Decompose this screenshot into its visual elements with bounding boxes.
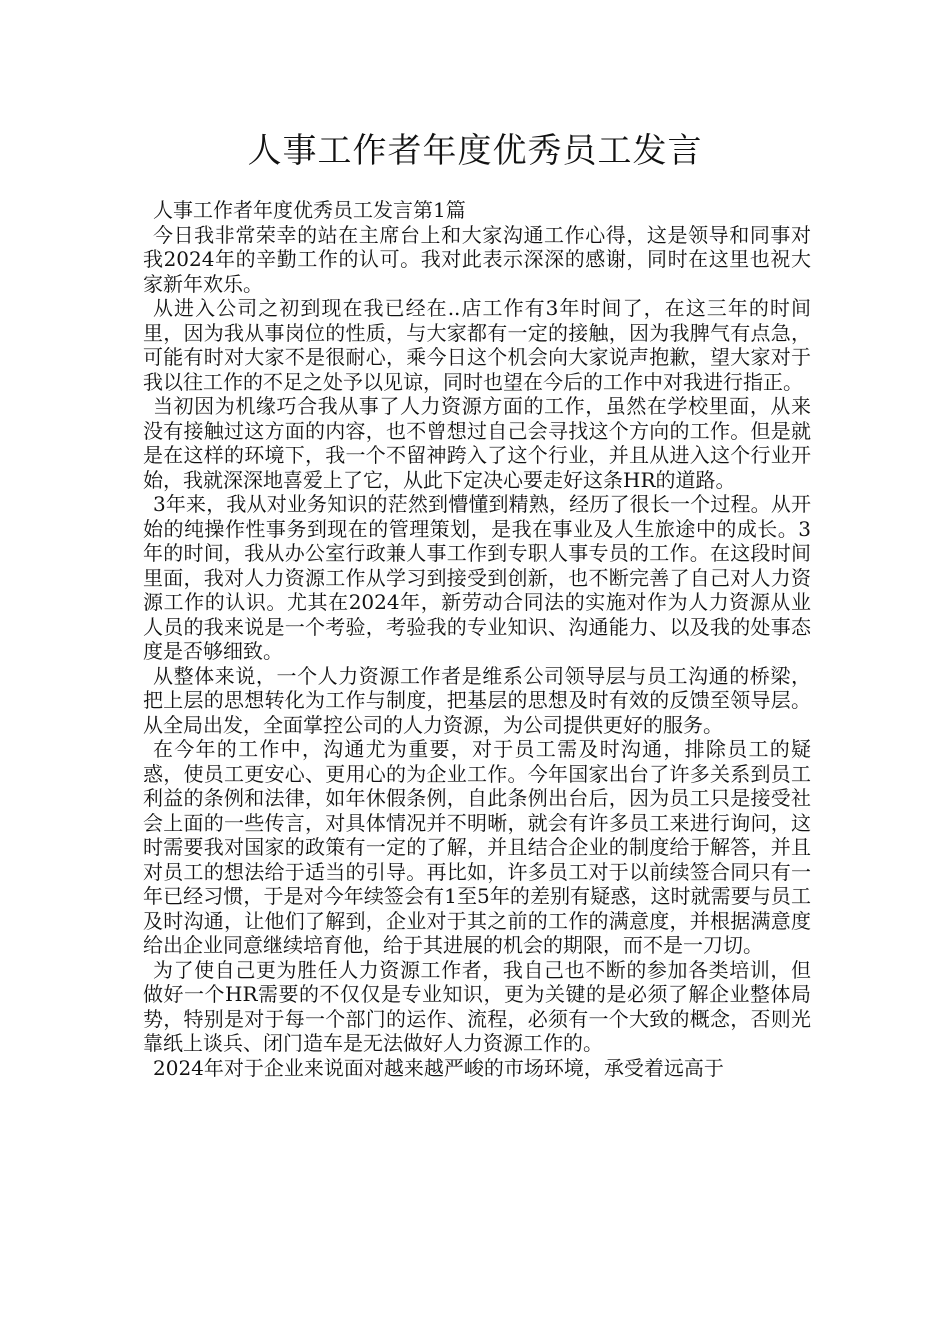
paragraph: 2024年对于企业来说面对越来越严峻的市场环境，承受着远高于 — [153, 1055, 724, 1080]
paragraph: 从整体来说，一个人力资源工作者是维系公司领导层与员工沟通的桥梁，把上层的思想转化为工作与制度，把基层的思想及时有效的反馈至领导层。从全局出发，全面掌控公司的人力资源，为公司提供更好的服务。 — [143, 663, 811, 737]
document-title: 人事工作者年度优秀员工发言 — [247, 131, 703, 171]
section-heading: 人事工作者年度优秀员工发言第1篇 — [153, 198, 466, 222]
paragraph: 当初因为机缘巧合我从事了人力资源方面的工作，虽然在学校里面，从来没有接触过这方面的内容，也不曾想过自己会寻找这个方向的工作。但是就是在这样的环境下，我一个不留神跨入了这个行业，并且从进入这个行业开始，我就深深地喜爱上了它，从此下定决心要走好这条HR的道路。 — [143, 394, 811, 492]
document-body — [143, 198, 811, 1080]
paragraph: 今日我非常荣幸的站在主席台上和大家沟通工作心得，这是领导和同事对我2024年的辛勤工作的认可。我对此表示深深的感谢，同时在这里也祝大家新年欢乐。 — [143, 222, 811, 296]
paragraph: 3年来，我从对业务知识的茫然到懵懂到精熟，经历了很长一个过程。从开始的纯操作性事务到现在的管理策划，是我在事业及人生旅途中的成长。3年的时间，我从办公室行政兼人事工作到专职人事专员的工作。在这段时间里面，我对人力资源工作从学习到接受到创新，也不断完善了自己对人力资源工作的认识。尤其在2024年，新劳动合同法的实施对作为人力资源从业人员的我来说是一个考验，考验我的专业知识、沟通能力、以及我的处事态度是否够细致。 — [143, 492, 811, 663]
paragraph: 在今年的工作中，沟通尤为重要，对于员工需及时沟通，排除员工的疑惑，使员工更安心、更用心的为企业工作。今年国家出台了许多关系到员工利益的条例和法律，如年休假条例，自此条例出台后，因为员工只是接受社会上面的一些传言，对具体情况并不明晰，就会有许多员工来进行询问，这时需要我对国家的政策有一定的了解，并且结合企业的制度给于解答，并且对员工的想法给于适当的引导。再比如，许多员工对于以前续签合同只有一年已经习惯，于是对今年续签会有1至5年的差别有疑惑，这时就需要与员工及时沟通，让他们了解到，企业对于其之前的工作的满意度，并根据满意度给出企业同意继续培育他，给于其进展的机会的期限，而不是一刀切。 — [143, 737, 811, 957]
paragraph: 从进入公司之初到现在我已经在..店工作有3年时间了，在这三年的时间里，因为我从事岗位的性质，与大家都有一定的接触，因为我脾气有点急，可能有时对大家不是很耐心，乘今日这个机会向大家说声抱歉，望大家对于我以往工作的不足之处予以见谅，同时也望在今后的工作中对我进行指正。 — [143, 296, 811, 394]
paragraph: 为了使自己更为胜任人力资源工作者，我自己也不断的参加各类培训，但做好一个HR需要的不仅仅是专业知识，更为关键的是必须了解企业整体局势，特别是对于每一个部门的运作、流程，必须有一个大致的概念，否则光靠纸上谈兵、闭门造车是无法做好人力资源工作的。 — [143, 957, 811, 1055]
